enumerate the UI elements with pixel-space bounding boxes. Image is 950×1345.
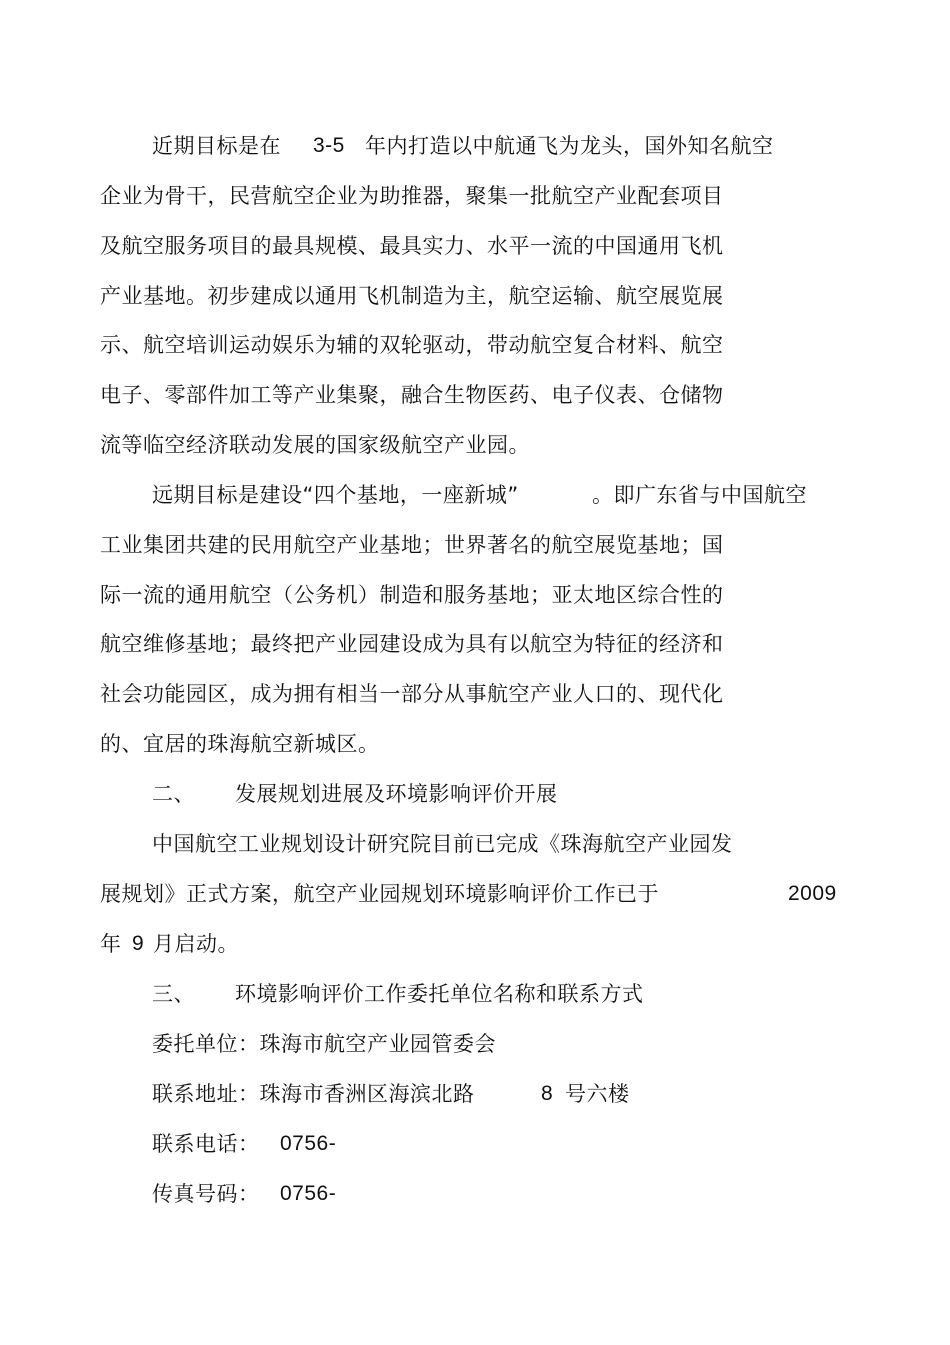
text-line: 的、宜居的珠海航空新城区。 bbox=[100, 732, 380, 756]
text-line: 中国航空工业规划设计研究院目前已完成《珠海航空产业园发 bbox=[152, 832, 733, 856]
address-label: 联系地址：珠海市香洲区海滨北路 bbox=[152, 1082, 475, 1106]
text-line: 电子、零部件加工等产业集聚，融合生物医药、电子仪表、仓储物 bbox=[100, 383, 724, 407]
text-line: 及航空服务项目的最具规模、最具实力、水平一流的中国通用飞机 bbox=[100, 234, 724, 258]
text-line: 。即广东省与中国航空 bbox=[592, 483, 807, 507]
text-line: 航空维修基地；最终把产业园建设成为具有以航空为特征的经济和 bbox=[100, 632, 724, 656]
text-line: 产业基地。初步建成以通用飞机制造为主，航空运输、航空展览展 bbox=[100, 284, 724, 308]
section-title: 环境影响评价工作委托单位名称和联系方式 bbox=[235, 982, 644, 1006]
phone-label: 联系电话： bbox=[152, 1132, 260, 1156]
address-number: 8 bbox=[541, 1082, 554, 1105]
section-number: 二、 bbox=[152, 782, 195, 806]
text-number: 2009 bbox=[788, 882, 837, 905]
text-line: 示、航空培训运动娱乐为辅的双轮驱动，带动航空复合材料、航空 bbox=[100, 333, 724, 357]
text-line: 年内打造以中航通飞为龙头，国外知名航空 bbox=[365, 134, 774, 158]
phone-value: 0756- bbox=[280, 1132, 337, 1155]
text-number: 3-5 bbox=[313, 134, 345, 157]
text-line: 年 bbox=[100, 932, 122, 956]
fax-label: 传真号码： bbox=[152, 1182, 260, 1206]
section-number: 三、 bbox=[152, 982, 195, 1006]
text-number: 9 bbox=[132, 932, 145, 955]
text-line: 月启动。 bbox=[153, 932, 239, 956]
text-line: 近期目标是在 bbox=[152, 134, 281, 158]
text-line: 际一流的通用航空（公务机）制造和服务基地；亚太地区综合性的 bbox=[100, 583, 724, 607]
text-line: 社会功能园区，成为拥有相当一部分从事航空产业人口的、现代化 bbox=[100, 682, 724, 706]
text-line: 远期目标是建设“四个基地，一座新城” bbox=[152, 483, 519, 507]
section-title: 发展规划进展及环境影响评价开展 bbox=[235, 782, 558, 806]
text-line: 工业集团共建的民用航空产业基地；世界著名的航空展览基地；国 bbox=[100, 533, 724, 557]
entrusting-unit: 委托单位：珠海市航空产业园管委会 bbox=[152, 1032, 496, 1056]
fax-value: 0756- bbox=[280, 1182, 337, 1205]
text-line: 流等临空经济联动发展的国家级航空产业园。 bbox=[100, 433, 530, 457]
text-line: 企业为骨干，民营航空企业为助推器，聚集一批航空产业配套项目 bbox=[100, 184, 724, 208]
text-line: 展规划》正式方案，航空产业园规划环境影响评价工作已于 bbox=[100, 882, 659, 906]
address-suffix: 号六楼 bbox=[565, 1082, 630, 1106]
